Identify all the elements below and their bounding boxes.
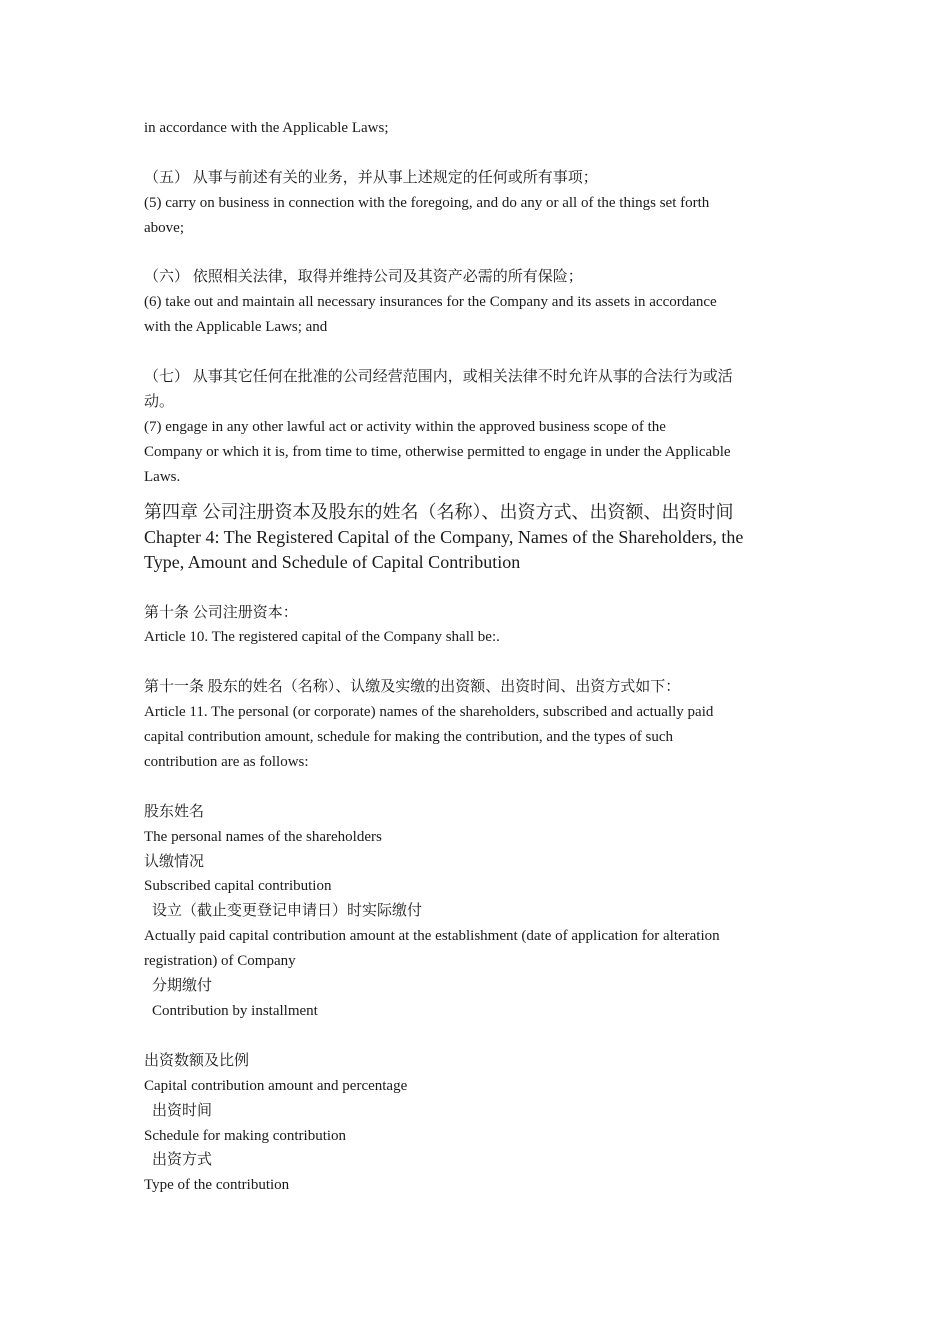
table-header-schedule-english: Schedule for making contribution [144,1127,347,1144]
article-11-english-line-3: contribution are as follows: [144,753,309,770]
article-10-chinese: 第十条 公司注册资本： [144,604,298,621]
table-header-installment-chinese: 分期缴付 [152,978,213,995]
spacer [144,241,816,266]
spacer [144,141,816,166]
item-6-english-line-2: with the Applicable Laws; and [144,319,328,336]
table-header-amount-percentage-english: Capital contribution amount and percentage [144,1077,408,1094]
chapter-4-title-english-line-1: Chapter 4: The Registered Capital of the Company, Names of the Shareholders, the [144,526,744,547]
table-header-type-chinese: 出资方式 [152,1152,213,1169]
item-5-english-line-2: above; [144,219,184,236]
chapter-4-title-english-line-2: Type, Amount and Schedule of Capital Contribution [144,551,521,572]
spacer [144,775,816,800]
spacer [144,650,816,675]
table-header-schedule-chinese: 出资时间 [152,1102,213,1119]
item-7-english-line-2: Company or which it is, from time to time, otherwise permitted to engage in under the Applicable [144,443,731,460]
item-7-english-line-3: Laws. [144,468,181,485]
document-page [144,116,816,1198]
item-6-english-line-1: (6) take out and maintain all necessary insurances for the Company and its assets in accordance [144,294,717,311]
article-11-english-line-2: capital contribution amount, schedule for making the contribution, and the types of such [144,729,674,746]
item-5-english-line-1: (5) carry on business in connection with the foregoing, and do any or all of the things set forth [144,194,710,211]
table-header-subscribed-english: Subscribed capital contribution [144,878,332,895]
article-10-english: Article 10. The registered capital of the Company shall be:. [144,629,500,646]
table-header-shareholder-names-chinese: 股东姓名 [144,803,205,820]
item-7-chinese-line-1: （七） 从事其它任何在批准的公司经营范围内，或相关法律不时允许从事的合法行为或活 [144,369,733,386]
table-header-actually-paid-chinese: 设立（截止变更登记申请日）时实际缴付 [152,903,423,920]
chapter-4-title-chinese: 第四章 公司注册资本及股东的姓名（名称）、出资方式、出资额、出资时间 [144,501,734,522]
spacer [144,340,816,365]
article-11-chinese: 第十一条 股东的姓名（名称）、认缴及实缴的出资额、出资时间、出资方式如下： [144,679,681,696]
article-11-english-line-1: Article 11. The personal (or corporate) names of the shareholders, subscribed and actually paid [144,704,714,721]
table-header-installment-english: Contribution by installment [152,1003,318,1020]
item-6-chinese: （六） 依照相关法律，取得并维持公司及其资产必需的所有保险； [144,269,583,286]
item-5-chinese: （五） 从事与前述有关的业务，并从事上述规定的任何或所有事项； [144,169,598,186]
table-header-subscribed-chinese: 认缴情况 [144,853,205,870]
spacer [144,490,816,500]
table-header-amount-percentage-chinese: 出资数额及比例 [144,1052,250,1069]
spacer [144,575,816,601]
table-header-shareholder-names-english: The personal names of the shareholders [144,828,382,845]
spacer [144,1024,816,1049]
table-header-actually-paid-english-line-2: registration) of Company [144,953,296,970]
paragraph-continuation: in accordance with the Applicable Laws; [144,120,389,136]
table-header-actually-paid-english-line-1: Actually paid capital contribution amount at the establishment (date of application for alteration [144,928,720,945]
item-7-english-line-1: (7) engage in any other lawful act or activity within the approved business scope of the [144,418,666,435]
item-7-chinese-line-2: 动。 [144,393,175,410]
table-header-type-english: Type of the contribution [144,1177,290,1194]
